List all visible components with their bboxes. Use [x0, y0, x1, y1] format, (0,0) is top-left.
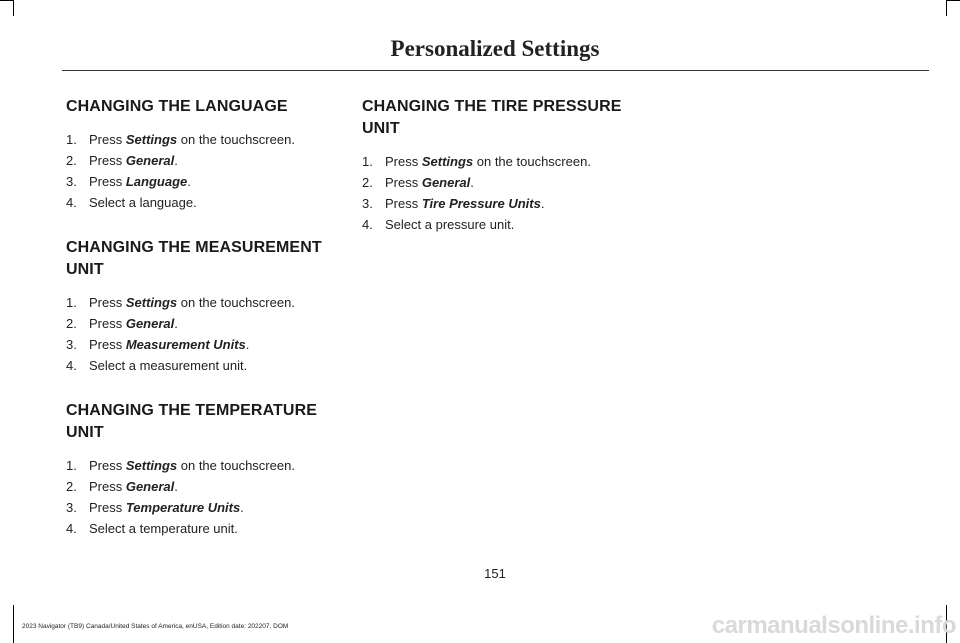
list-item: 1. Press Settings on the touchscreen. [66, 458, 295, 473]
step-list [66, 292, 346, 376]
list-item: 3. Press Measurement Units. [66, 337, 250, 352]
section-heading: CHANGING THE LANGUAGE [66, 98, 288, 115]
header-rule [62, 70, 929, 71]
list-item: 4. Select a measurement unit. [66, 358, 248, 373]
list-item: 4. Select a temperature unit. [66, 521, 238, 536]
list-item: 1. Press Settings on the touchscreen. [362, 154, 591, 169]
crop-mark [947, 0, 960, 1]
list-item: 1. Press Settings on the touchscreen. [66, 295, 295, 310]
list-item: 3. Press Language. [66, 174, 191, 189]
list-item: 2. Press General. [66, 153, 178, 168]
list-item: 2. Press General. [66, 316, 178, 331]
list-item: 3. Press Temperature Units. [66, 500, 244, 515]
list-item: 4. Select a pressure unit. [362, 217, 515, 232]
list-item: 2. Press General. [362, 175, 474, 190]
crop-mark [946, 0, 947, 16]
page-title: Personalized Settings [390, 36, 600, 61]
section-heading: CHANGING THE TEMPERATURE UNIT [66, 402, 317, 441]
step-list [362, 151, 652, 235]
section-language [66, 96, 346, 213]
step-list [66, 129, 346, 213]
list-item: 1. Press Settings on the touchscreen. [66, 132, 295, 147]
section-heading: CHANGING THE MEASUREMENT UNIT [66, 239, 322, 278]
crop-mark [0, 0, 13, 1]
page-number: 151 [484, 566, 506, 581]
left-column [66, 96, 346, 563]
section-heading: CHANGING THE TIRE PRESSURE UNIT [362, 98, 622, 137]
list-item: 2. Press General. [66, 479, 178, 494]
crop-mark [13, 0, 14, 16]
section-temperature [66, 400, 346, 539]
section-tire-pressure [362, 96, 652, 235]
list-item: 4. Select a language. [66, 195, 197, 210]
step-list [66, 455, 346, 539]
section-measurement [66, 237, 346, 376]
list-item: 3. Press Tire Pressure Units. [362, 196, 545, 211]
watermark: carmanualsonline.info [711, 612, 956, 639]
edition-footer: 2023 Navigator (TB9) Canada/United States of America, enUSA, Edition date: 202207, DOM [22, 623, 289, 630]
crop-mark [13, 605, 14, 643]
right-column [362, 96, 652, 259]
